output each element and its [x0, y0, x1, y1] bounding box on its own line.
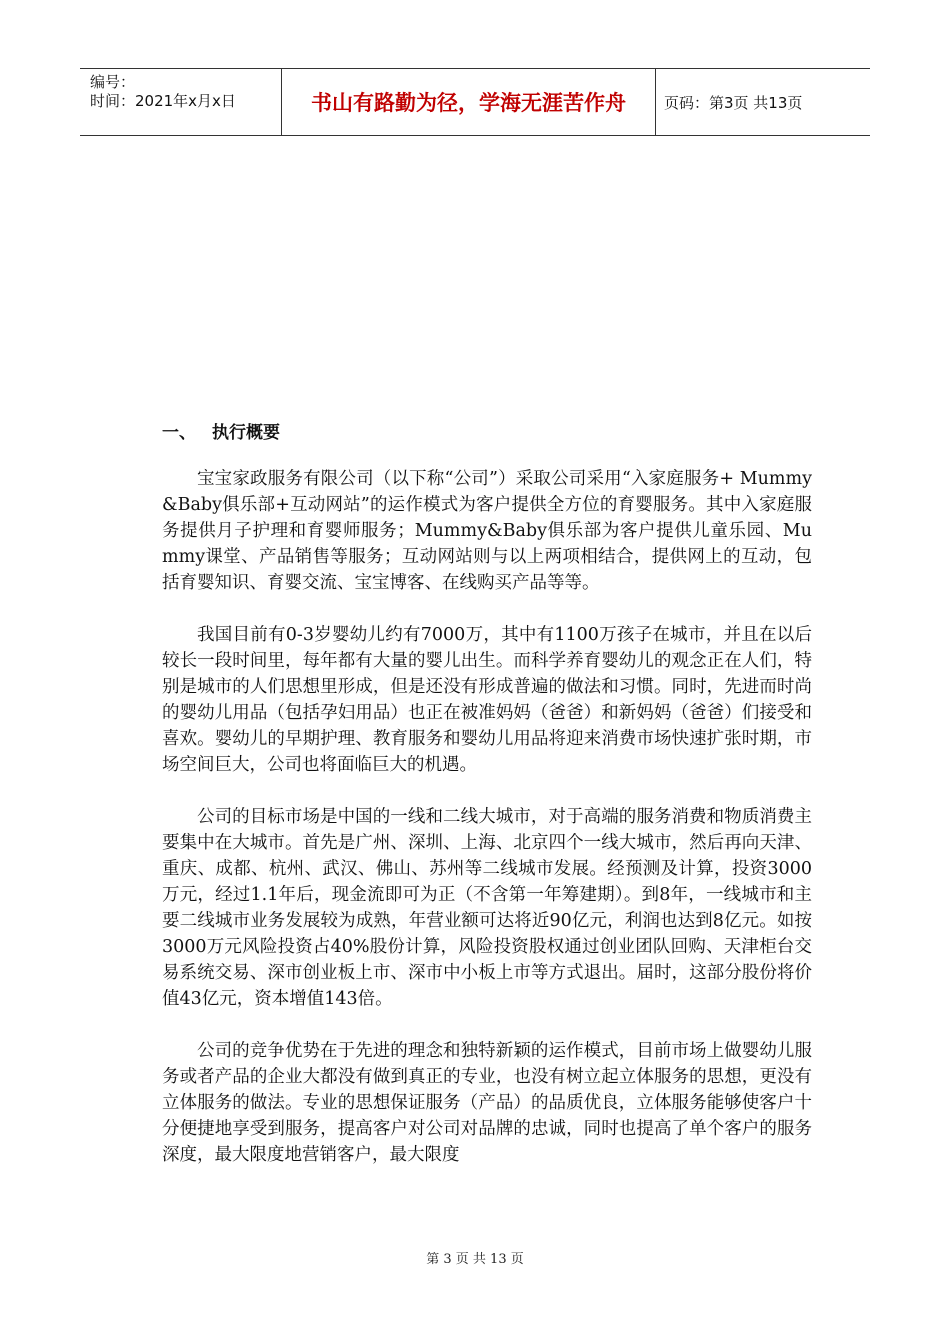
paragraph-4: 公司的竞争优势在于先进的理念和独特新颖的运作模式，目前市场上做婴幼儿服务或者产品的企业大都没有做到真正的专业，也没有树立起立体服务的思想，更没有立体服务的做法。专业的思想保证服务（产品）的品质优良，立体服务能够使客户十分便捷地享受到服务，提高客户对公司对品牌的忠诚，同时也提高了单个客户的服务深度，最大限度地营销客户，最大限度 — [162, 1041, 812, 1165]
paragraph-3: 公司的目标市场是中国的一线和二线大城市，对于高端的服务消费和物质消费主要集中在大城市。首先是广州、深圳、上海、北京四个一线大城市，然后再向天津、重庆、成都、杭州、武汉、佛山、苏州等二线城市发展。经预测及计算，投资3000万元，经过1.1年后，现金流即可为正（不含第一年筹建期）。到8年，一线城市和主要二线城市业务发展较为成熟，年营业额可达将近90亿元，利润也达到8亿元。如按3000万元风险投资占40%股份计算，风险投资股权通过创业团队回购、天津柜台交易系统交易、深市创业板上市、深市中小板上市等方式退出。届时，这部分股份将价值43亿元，资本增值143倍。 — [162, 807, 812, 1009]
page-footer: 第 3 页 共 13 页 — [426, 1252, 524, 1267]
header-page-info: 页码：第3页 共13页 — [664, 93, 803, 112]
header-meta — [80, 69, 282, 135]
section-number: 一、 — [162, 423, 196, 443]
paragraph-2: 我国目前有0-3岁婴幼儿约有7000万，其中有1100万孩子在城市，并且在以后较长一段时间里，每年都有大量的婴儿出生。而科学养育婴幼儿的观念正在人们，特别是城市的人们思想里形成，但是还没有形成普遍的做法和习惯。同时，先进而时尚的婴幼儿用品（包括孕妇用品）也正在被准妈妈（爸爸）和新妈妈（爸爸）们接受和喜欢。婴幼儿的早期护理、教育服务和婴幼儿用品将迎来消费市场快速扩张时期，市场空间巨大，公司也将面临巨大的机遇。 — [162, 625, 812, 775]
document-number-label: 编号： — [90, 73, 136, 91]
document-body — [162, 420, 812, 1194]
section-heading — [162, 420, 812, 446]
paragraph-1: 宝宝家政服务有限公司（以下称“公司”）采取公司采用“入家庭服务+ Mummy&Baby俱乐部+互动网站”的运作模式为客户提供全方位的育婴服务。其中入家庭服务提供月子护理和育婴师服务；Mummy&Baby俱乐部为客户提供儿童乐园、Mummy课堂、产品销售等服务；互动网站则与以上两项相结合，提供网上的互动，包括育婴知识、育婴交流、宝宝博客、在线购买产品等等。 — [162, 469, 812, 593]
document-time-label: 时间：2021年x月x日 — [90, 92, 236, 110]
header-motto: 书山有路勤为径，学海无涯苦作舟 — [282, 69, 656, 135]
page-header — [80, 68, 870, 136]
section-title: 执行概要 — [212, 423, 280, 443]
